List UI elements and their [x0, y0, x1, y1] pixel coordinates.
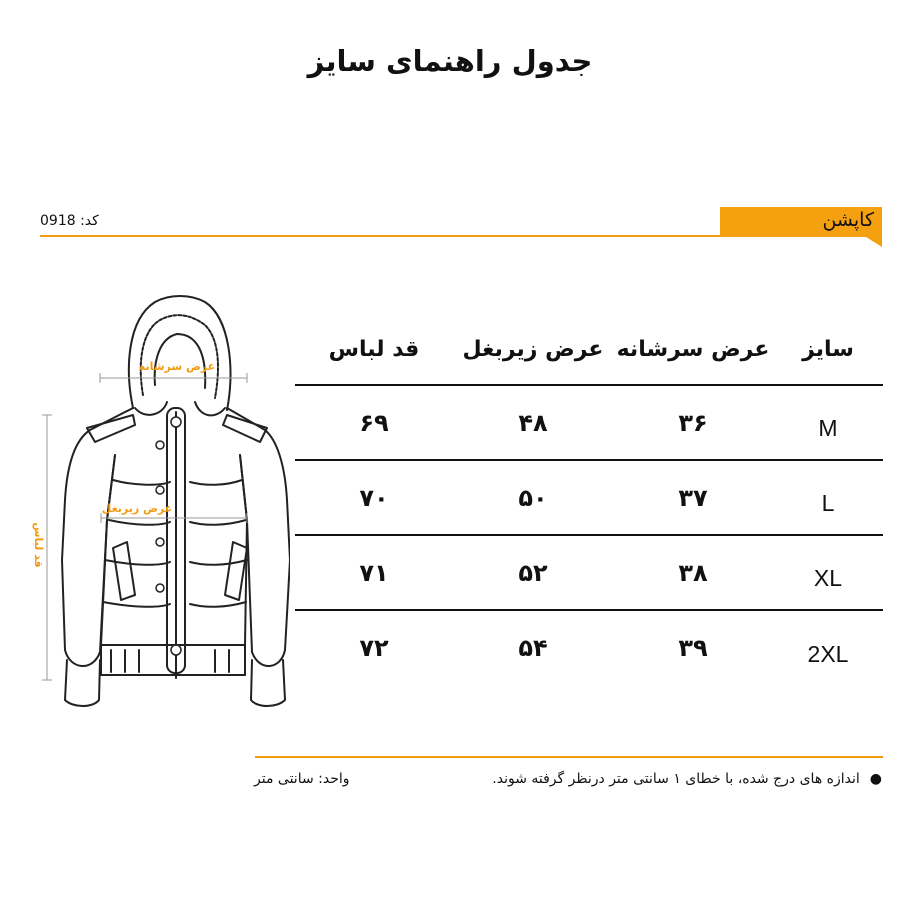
header-shoulder: عرض سرشانه: [613, 315, 773, 385]
armpit-cell: ۵۲: [453, 535, 613, 610]
header-size: سایز: [773, 315, 883, 385]
button: [156, 486, 164, 494]
product-name-tag: کاپشن: [720, 207, 882, 237]
size-table-header: [295, 315, 883, 385]
table-row: [295, 610, 883, 685]
hood-fur: [138, 315, 218, 398]
right-pocket: [225, 542, 247, 600]
hem-ribbing: [111, 650, 229, 672]
armpit-cell: ۵۴: [518, 634, 548, 662]
length-cell: ۶۹: [295, 385, 453, 460]
button: [156, 538, 164, 546]
table-row: [295, 460, 883, 535]
shoulder-cell: ۳۶: [613, 385, 773, 460]
jacket-diagram: [15, 290, 290, 710]
footer-divider: [255, 756, 883, 758]
armpit-dim-label: عرض زیربغل: [101, 502, 173, 515]
quilt-line: [109, 520, 246, 525]
table-row: [295, 385, 883, 460]
length-cell: ۷۲: [359, 634, 389, 662]
length-cell: ۷۱: [295, 535, 453, 610]
product-code: کد: 0918: [40, 213, 99, 229]
shoulder-cell: ۳۸: [613, 535, 773, 610]
length-cell: ۷۰: [295, 460, 453, 535]
page-title: جدول راهنمای سایز: [307, 44, 593, 78]
header-length: قد لباس: [295, 315, 453, 385]
size-table: [295, 315, 883, 685]
right-sleeve: [227, 408, 290, 666]
size-cell: L: [773, 460, 883, 535]
size-cell: 2XL: [807, 640, 849, 667]
quilt-line: [103, 602, 246, 607]
button: [156, 584, 164, 592]
product-tag-notch: [866, 237, 882, 247]
left-pocket: [113, 542, 135, 600]
shoulder-cell: ۳۹: [678, 634, 708, 662]
bullet-icon: ●: [869, 771, 882, 787]
size-cell: M: [773, 385, 883, 460]
header-armpit: عرض زیربغل: [453, 315, 613, 385]
header-divider: [40, 235, 720, 237]
button: [171, 417, 181, 427]
unit-label: واحد: سانتی متر: [254, 771, 350, 787]
shoulder-cell: ۳۷: [613, 460, 773, 535]
length-dim-label: قد لباس: [32, 522, 45, 568]
table-row: [295, 535, 883, 610]
button: [156, 441, 164, 449]
quilt-line: [113, 480, 242, 485]
footnote: [492, 771, 882, 787]
left-sleeve: [62, 408, 133, 666]
button: [171, 645, 181, 655]
armpit-cell: ۵۰: [453, 460, 613, 535]
shoulder-dim-line: [100, 373, 247, 383]
footnote-text: اندازه های درج شده، با خطای ۱ سانتی متر درنظر گرفته شوند.: [492, 771, 860, 787]
shoulder-dim-label: عرض سرشانه: [138, 360, 216, 373]
armpit-cell: ۴۸: [453, 385, 613, 460]
size-cell: XL: [773, 535, 883, 610]
